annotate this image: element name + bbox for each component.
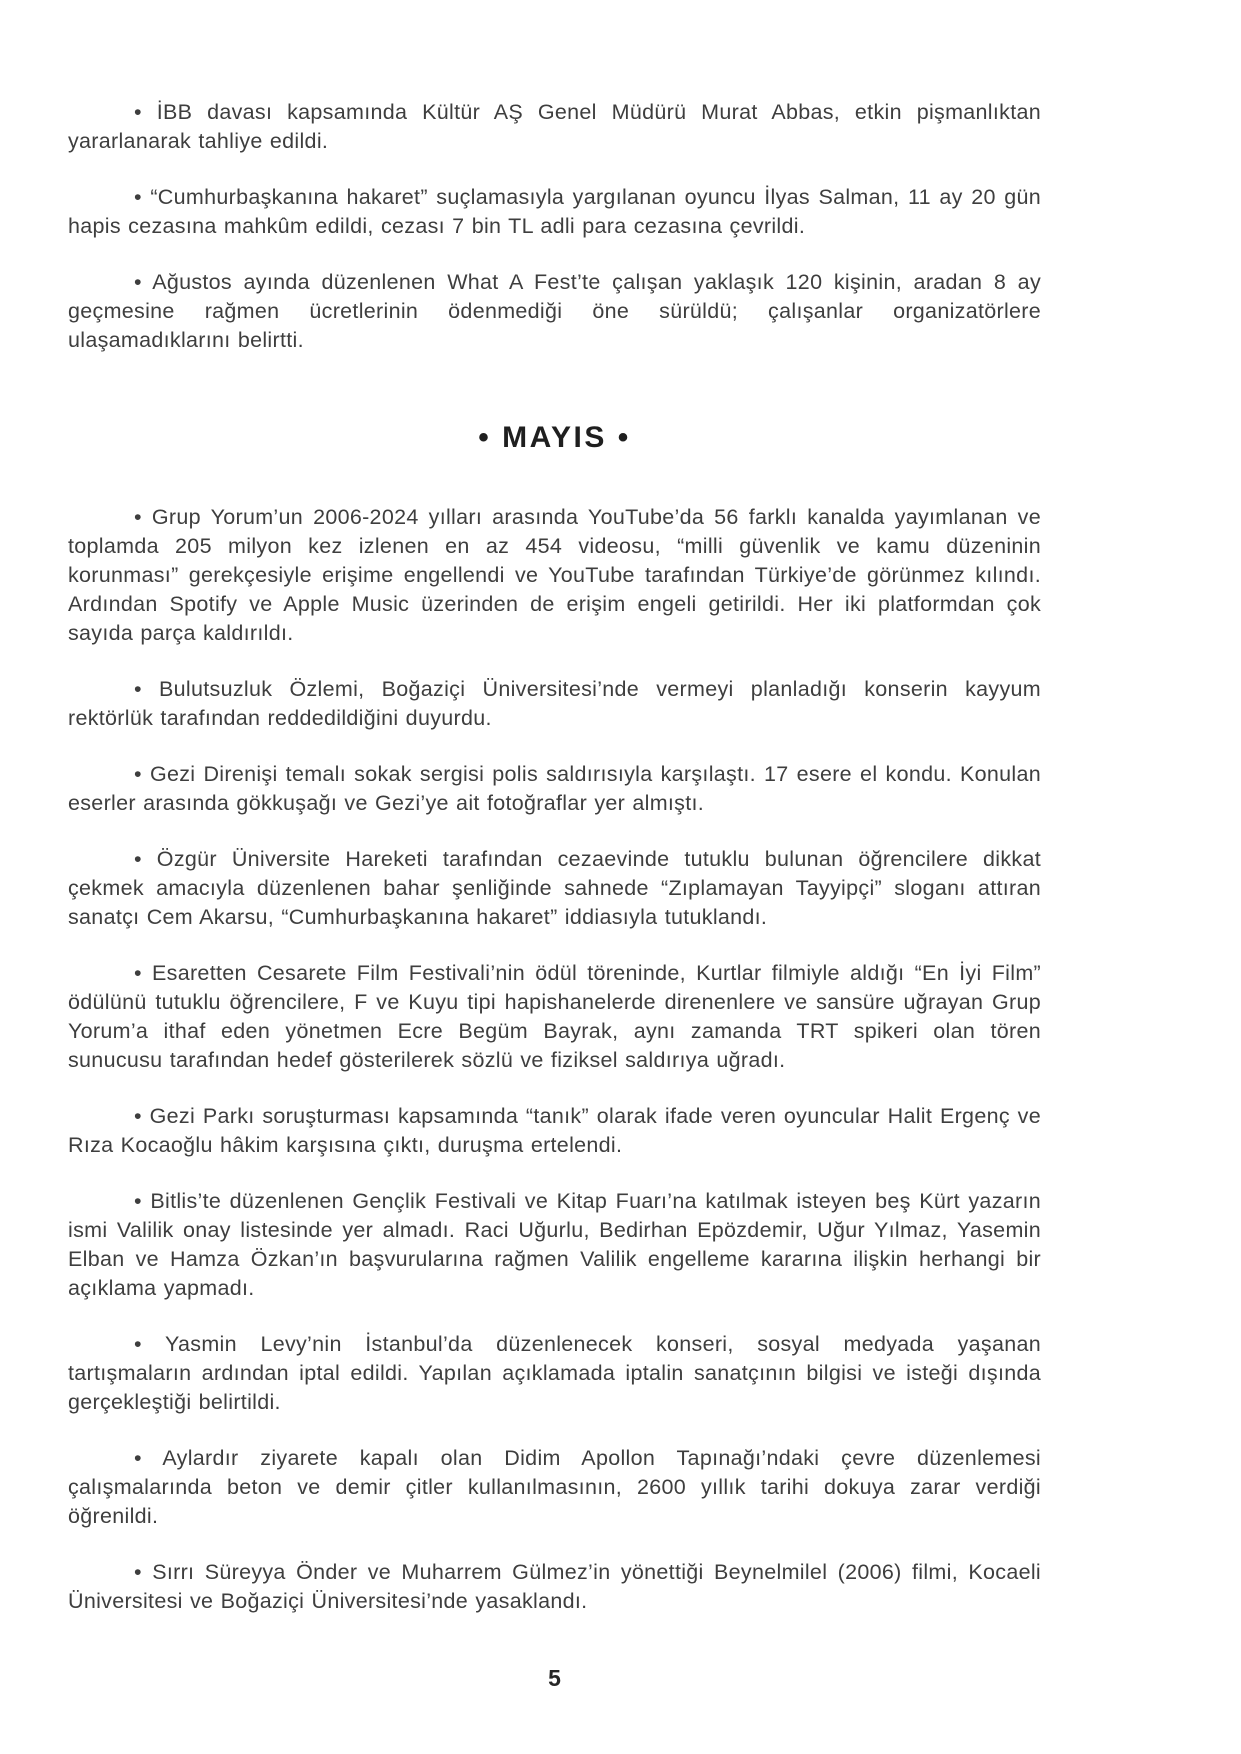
news-item: • Bitlis’te düzenlenen Gençlik Festivali ve Kitap Fuarı’na katılmak isteyen beş Kürt yazarın ismi Valilik onay listesinde yer almadı. Raci Uğurlu, Bedirhan Epözdemir, Uğur Yılmaz, Yasemin Elban ve Hamza Özkan’ın başvurularına rağmen Valilik engelleme kararına ilişkin herhangi bir açıklama yapmadı. — [68, 1189, 1041, 1300]
news-item: • Özgür Üniversite Hareketi tarafından cezaevinde tutuklu bulunan öğrencilere dikkat çekmek amacıyla düzenlenen bahar şenliğinde sahnede “Zıplamayan Tayyipçi” sloganı attıran sanatçı Cem Akarsu, “Cumhurbaşkanına hakaret” iddiasıyla tutuklandı. — [68, 847, 1041, 929]
news-item: • Esaretten Cesarete Film Festivali’nin ödül töreninde, Kurtlar filmiyle aldığı “En İyi Film” ödülünü tutuklu öğrencilere, F ve Kuyu tipi hapishanelerde direnenlere ve sansüre uğrayan Grup Yorum’a ithaf eden yönetmen Ecre Begüm Bayrak, aynı zamanda TRT spikeri olan tören sunucusu tarafından hedef gösterilerek sözlü ve fiziksel saldırıya uğradı. — [68, 961, 1041, 1072]
news-item: • Ağustos ayında düzenlenen What A Fest’te çalışan yaklaşık 120 kişinin, aradan 8 ay geçmesine rağmen ücretlerinin ödenmediği öne sürüldü; çalışanlar organizatörlere ulaşamadıklarını belirtti. — [68, 270, 1041, 352]
section-header-mayis: • MAYIS • — [478, 421, 631, 454]
news-item: • Gezi Direnişi temalı sokak sergisi polis saldırısıyla karşılaştı. 17 esere el kondu. Konulan eserler arasında gökkuşağı ve Gezi’ye ait fotoğraflar yer almıştı. — [68, 762, 1041, 815]
news-item: • Aylardır ziyarete kapalı olan Didim Apollon Tapınağı’ndaki çevre düzenlemesi çalışmalarında beton ve demir çitler kullanılmasının, 2600 yıllık tarihi dokuya zarar verdiği öğrenildi. — [68, 1446, 1041, 1528]
page-number: 5 — [548, 1665, 561, 1691]
news-item: • “Cumhurbaşkanına hakaret” suçlamasıyla yargılanan oyuncu İlyas Salman, 11 ay 20 gün hapis cezasına mahkûm edildi, cezası 7 bin TL adli para cezasına çevrildi. — [68, 185, 1041, 238]
news-item: • İBB davası kapsamında Kültür AŞ Genel Müdürü Murat Abbas, etkin pişmanlıktan yararlanarak tahliye edildi. — [68, 100, 1041, 153]
news-item: • Sırrı Süreyya Önder ve Muharrem Gülmez’in yönettiği Beynelmilel (2006) filmi, Kocaeli Üniversitesi ve Boğaziçi Üniversitesi’nde yasaklandı. — [68, 1560, 1041, 1613]
news-item: • Gezi Parkı soruşturması kapsamında “tanık” olarak ifade veren oyuncular Halit Ergenç ve Rıza Kocaoğlu hâkim karşısına çıktı, duruşma ertelendi. — [68, 1104, 1041, 1157]
news-item: • Bulutsuzluk Özlemi, Boğaziçi Üniversitesi’nde vermeyi planladığı konserin kayyum rektörlük tarafından reddedildiğini duyurdu. — [68, 677, 1041, 730]
page-content — [68, 98, 1041, 1643]
news-item: • Grup Yorum’un 2006-2024 yılları arasında YouTube’da 56 farklı kanalda yayımlanan ve toplamda 205 milyon kez izlenen en az 454 videosu, “milli güvenlik ve kamu düzeninin korunması” gerekçesiyle erişime engellendi ve YouTube tarafından Türkiye’de görünmez kılındı. Ardından Spotify ve Apple Music üzerinden de erişim engeli getirildi. Her iki platformdan çok sayıda parça kaldırıldı. — [68, 505, 1041, 645]
news-item: • Yasmin Levy’nin İstanbul’da düzenlenecek konseri, sosyal medyada yaşanan tartışmaların ardından iptal edildi. Yapılan açıklamada iptalin sanatçının bilgisi ve isteği dışında gerçekleştiği belirtildi. — [68, 1332, 1041, 1414]
